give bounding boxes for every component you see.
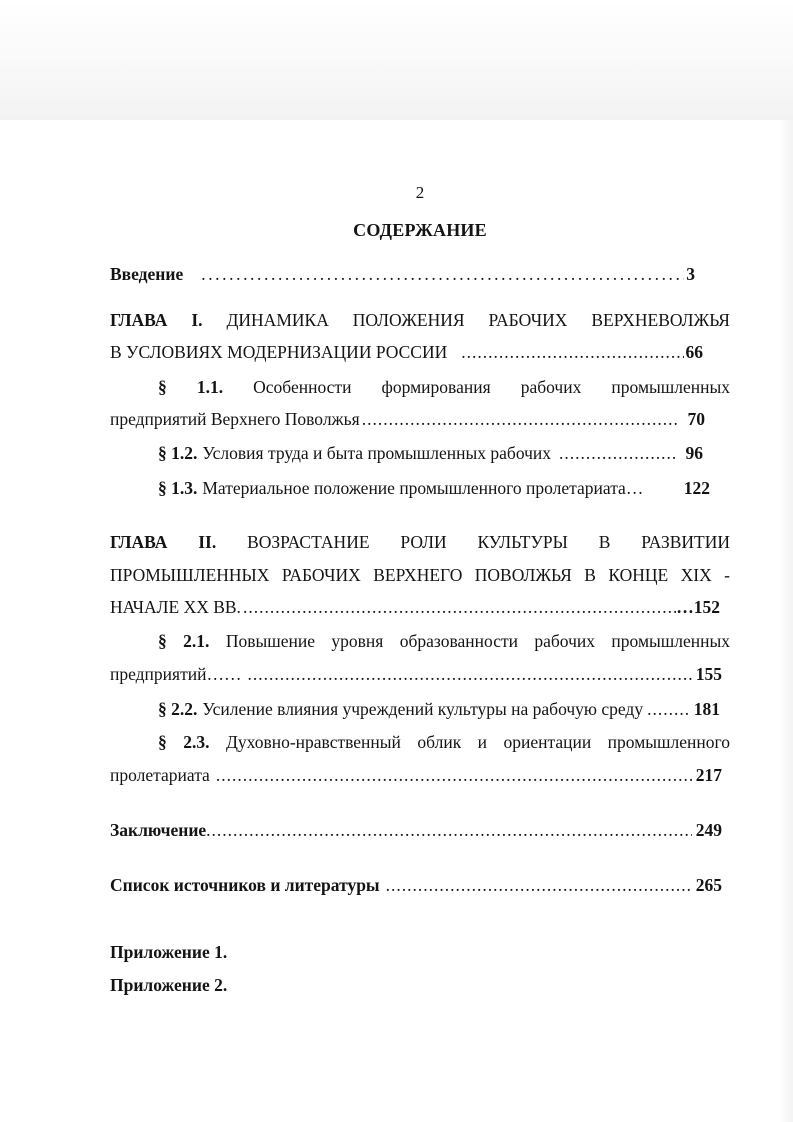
toc-section-2-1-line1[interactable] <box>158 631 730 655</box>
dot-leader <box>206 820 692 841</box>
toc-section-1-3-num: § 1.3. <box>158 478 198 498</box>
toc-chapter2-heading-line3[interactable] <box>110 597 720 621</box>
toc-sources-label: Список источников и литературы <box>110 875 380 895</box>
toc-entry-sources[interactable] <box>110 875 722 899</box>
toc-section-2-1-num: § 2.1. <box>158 631 210 651</box>
dot-leader <box>243 597 676 618</box>
dot-leader <box>362 409 680 430</box>
dot-leader <box>461 342 683 363</box>
toc-section-2-3-text2: пролетариата <box>110 765 210 785</box>
toc-section-2-1-line2[interactable] <box>110 664 722 688</box>
toc-section-1-1-text: Особенности формирования рабочих промышленных <box>253 377 730 397</box>
dot-leader <box>216 765 692 786</box>
toc-section-1-2[interactable] <box>158 443 703 467</box>
toc-section-1-1-text2: предприятий Верхнего Поволжья <box>110 409 360 429</box>
toc-section-1-1-line2[interactable] <box>110 409 705 433</box>
toc-chapter2-label: ГЛАВА II. <box>110 532 217 552</box>
toc-section-2-2-page: 181 <box>693 699 720 719</box>
toc-section-2-3-num: § 2.3. <box>158 732 210 752</box>
toc-section-1-2-text: Условия труда и быта промышленных рабочих <box>202 443 552 463</box>
toc-section-2-2-num: § 2.2. <box>158 699 198 719</box>
toc-section-2-2-text: Усиление влияния учреждений культуры на рабочую среду <box>202 699 644 719</box>
toc-intro-page: 3 <box>686 264 695 284</box>
dot-leader <box>386 875 692 896</box>
toc-entry-appendix-2[interactable]: Приложение 2. <box>110 975 228 995</box>
toc-section-1-2-num: § 1.2. <box>158 443 198 463</box>
toc-chapter2-title-line1: ВОЗРАСТАНИЕ РОЛИ КУЛЬТУРЫ В РАЗВИТИИ <box>247 532 730 552</box>
toc-section-2-2[interactable] <box>158 699 720 723</box>
toc-section-1-1-num: § 1.1. <box>158 377 224 397</box>
toc-chapter2-title-line3: НАЧАЛЕ XX ВВ. <box>110 597 241 617</box>
toc-section-1-3[interactable] <box>158 478 710 502</box>
toc-intro-label: Введение <box>110 264 184 284</box>
page-title: СОДЕРЖАНИЕ <box>353 220 487 240</box>
toc-chapter2-title-line2: ПРОМЫШЛЕННЫХ РАБОЧИХ ВЕРХНЕГО ПОВОЛЖЬЯ В КОНЦЕ XIX - <box>110 565 730 585</box>
toc-conclusion-page: 249 <box>695 820 722 840</box>
scan-shade-top <box>0 0 793 120</box>
toc-chapter1-title-line2: В УСЛОВИЯХ МОДЕРНИЗАЦИИ РОССИИ <box>110 342 448 362</box>
toc-section-1-2-page: 96 <box>685 443 703 463</box>
toc-chapter1-page: 66 <box>685 342 703 362</box>
toc-conclusion-label: Заключение <box>110 820 207 840</box>
toc-sources-page: 265 <box>695 875 722 895</box>
dot-leader <box>559 443 677 464</box>
toc-chapter2-heading-line1[interactable] <box>110 532 730 556</box>
toc-section-1-3-page: 122 <box>683 478 710 498</box>
toc-section-2-3-text: Духовно-нравственный облик и ориентации промышленного <box>225 732 730 752</box>
toc-chapter1-title-line1: ДИНАМИКА ПОЛОЖЕНИЯ РАБОЧИХ ВЕРХНЕВОЛЖЬЯ <box>226 310 730 330</box>
toc-section-2-3-line2[interactable] <box>110 765 722 789</box>
toc-section-2-1-text: Повышение уровня образованности рабочих промышленных <box>225 631 730 651</box>
toc-entry-intro[interactable] <box>110 264 695 288</box>
toc-entry-appendix-1[interactable]: Приложение 1. <box>110 942 228 962</box>
dot-leader <box>647 699 688 720</box>
toc-section-1-1-page: 70 <box>687 409 705 429</box>
toc-section-1-1-line1[interactable] <box>158 377 730 401</box>
toc-chapter1-label: ГЛАВА I. <box>110 310 203 330</box>
toc-section-2-3-page: 217 <box>695 765 722 785</box>
toc-section-2-1-text2: предприятий…… <box>110 664 242 684</box>
dot-leader <box>247 664 691 685</box>
toc-section-2-1-page: 155 <box>695 664 722 684</box>
toc-section-2-3-line1[interactable] <box>158 732 730 756</box>
toc-chapter1-heading-line1[interactable] <box>110 310 730 334</box>
toc-chapter1-heading-line2[interactable] <box>110 342 703 366</box>
toc-chapter2-page: …152 <box>676 597 720 617</box>
toc-entry-conclusion[interactable] <box>110 820 722 844</box>
page-number: 2 <box>415 183 425 202</box>
toc-section-1-3-text: Материальное положение промышленного пролетариата… <box>202 478 644 498</box>
dot-leader <box>201 264 684 285</box>
toc-chapter2-heading-line2[interactable] <box>110 565 730 589</box>
scan-shade-right <box>779 120 793 1122</box>
